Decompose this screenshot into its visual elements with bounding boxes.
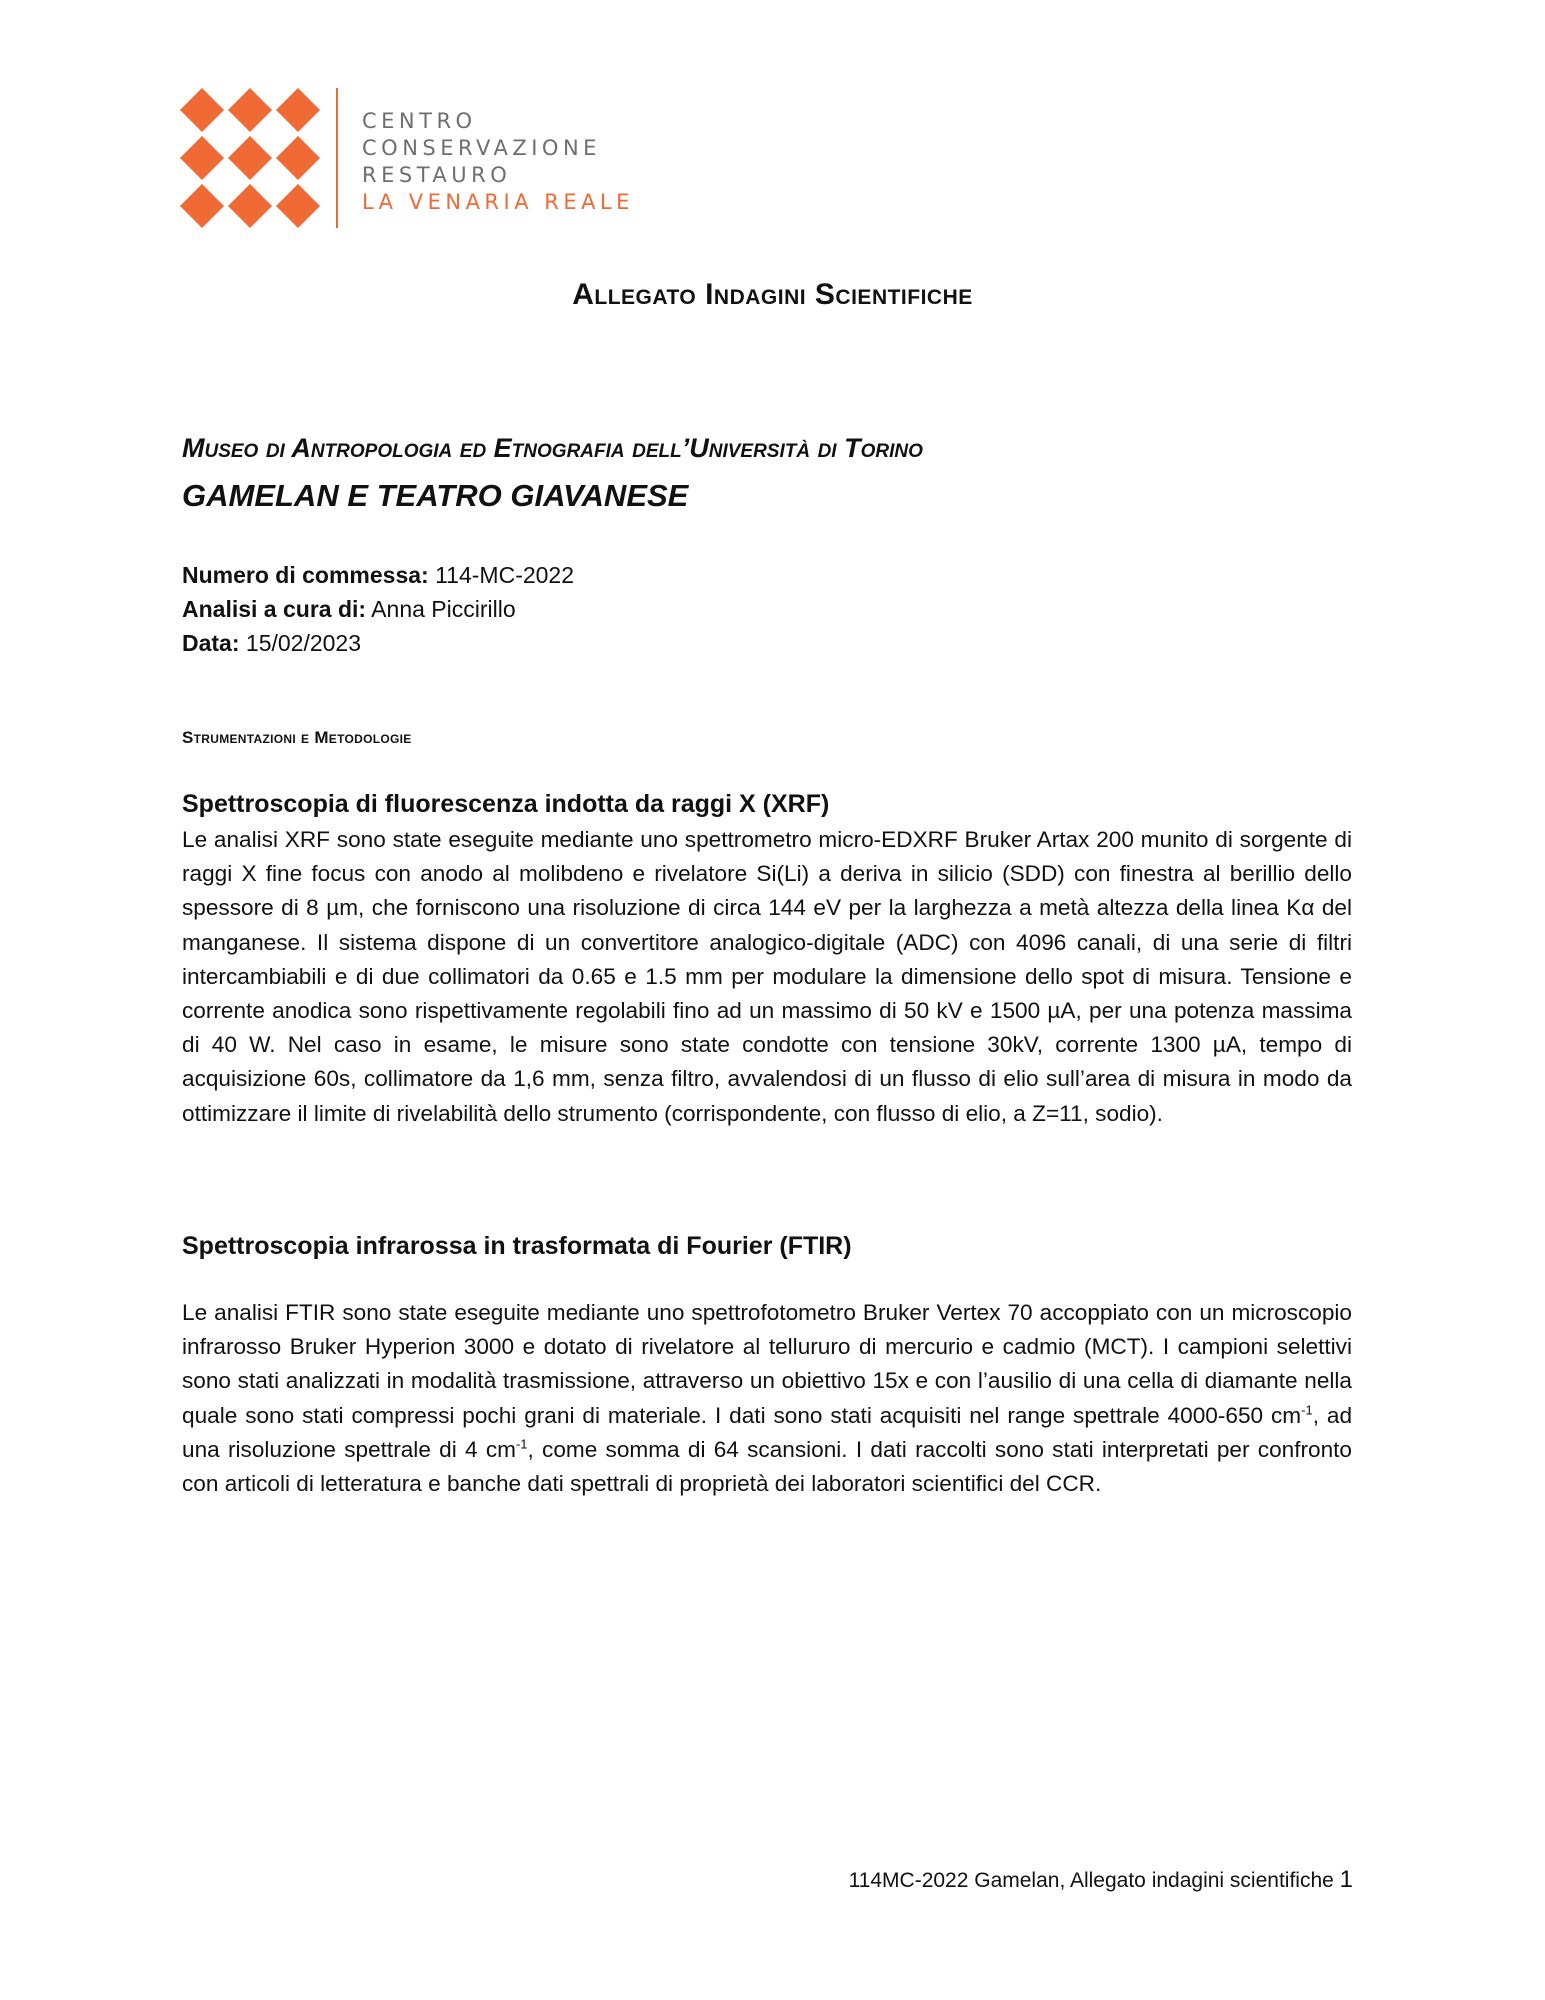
logo-wordmark (362, 108, 634, 216)
page-footer (849, 1866, 1353, 1894)
logo-line-3: RESTAURO (362, 163, 512, 187)
commessa-label: Numero di commessa: (182, 562, 429, 588)
ftir-sup-1: -1 (1301, 1402, 1313, 1418)
logo-line-1: CENTRO (362, 109, 477, 133)
metadata-block (182, 558, 574, 660)
commessa-row (182, 558, 574, 592)
footer-text: 114MC-2022 Gamelan, Allegato indagini scientifiche (848, 1869, 1340, 1892)
museum-name: Museo di Antropologia ed Etnografia dell’Università di Torino (182, 433, 923, 463)
analisi-label: Analisi a cura di: (182, 596, 367, 622)
analisi-value: Anna Piccirillo (366, 596, 516, 622)
ftir-heading: Spettroscopia infrarossa in trasformata di Fourier (FTIR) (182, 1232, 852, 1260)
ccr-logo (180, 88, 650, 238)
logo-line-2: CONSERVAZIONE (362, 136, 601, 160)
ftir-sup-2: -1 (515, 1436, 528, 1452)
section-label: Strumentazioni e Metodologie (182, 728, 412, 747)
analisi-row (182, 592, 574, 626)
xrf-paragraph: Le analisi XRF sono state eseguite mediante uno spettrometro micro-EDXRF Bruker Artax 200 munito di sorgente di raggi X fine focus con anodo al molibdeno e rivelatore Si(Li) a deriva in silicio (SDD) con finestra al berillio dello spessore di 8 µm, che forniscono una risoluzione di circa 144 eV per la larghezza a metà altezza della linea Kα del manganese. Il sistema dispone di un convertitore analogico-digitale (ADC) con 4096 canali, di una serie di filtri intercambiabili e di due collimatori da 0.65 e 1.5 mm per modulare la dimensione dello spot di misura. Tensione e corrente anodica sono rispettivamente regolabili fino ad un massimo di 50 kV e 1500 µA, per una potenza massima di 40 W. Nel caso in esame, le misure sono state condotte con tensione 30kV, corrente 1300 µA, tempo di acquisizione 60s, collimatore da 1,6 mm, senza filtro, avvalendosi di un flusso di elio sull’area di misura in modo da ottimizzare il limite di rivelabilità dello strumento (corrispondente, con flusso di elio, a Z=11, sodio). (182, 827, 1352, 1126)
logo-line-4: LA VENARIA REALE (362, 190, 634, 214)
ftir-paragraph (182, 1296, 1352, 1501)
document-title: Allegato Indagini Scientifiche (572, 278, 973, 311)
ftir-text-b: , ad una risoluzione spettrale di 4 cm (182, 1402, 1353, 1462)
xrf-heading: Spettroscopia di fluorescenza indotta da raggi X (XRF) (182, 790, 830, 818)
diamond-grid-icon (180, 88, 320, 228)
page-number: 1 (1339, 1866, 1353, 1893)
data-value: 15/02/2023 (239, 630, 362, 656)
subject-title: GAMELAN E TEATRO GIAVANESE (182, 478, 689, 513)
ftir-text-c: , come somma di 64 scansioni. I dati raccolti sono stati interpretati per confronto con articoli di letteratura e banche dati spettrali di proprietà dei laboratori scientifici del CCR. (182, 1436, 1352, 1497)
ftir-text-a: Le analisi FTIR sono state eseguite mediante uno spettrofotometro Bruker Vertex 70 accoppiato con un microscopio infrarosso Bruker Hyperion 3000 e dotato di rivelatore al tellururo di mercurio e cadmio (MCT). I campioni selettivi sono stati analizzati in modalità trasmissione, attraverso un obiettivo 15x e con l’ausilio di una cella di diamante nella quale sono stati compressi pochi grani di materiale. I dati sono stati acquisiti nel range spettrale 4000-650 cm (182, 1300, 1352, 1428)
commessa-value: 114-MC-2022 (428, 562, 575, 588)
data-row (182, 626, 574, 660)
logo-divider (336, 88, 340, 228)
data-label: Data: (182, 630, 240, 656)
